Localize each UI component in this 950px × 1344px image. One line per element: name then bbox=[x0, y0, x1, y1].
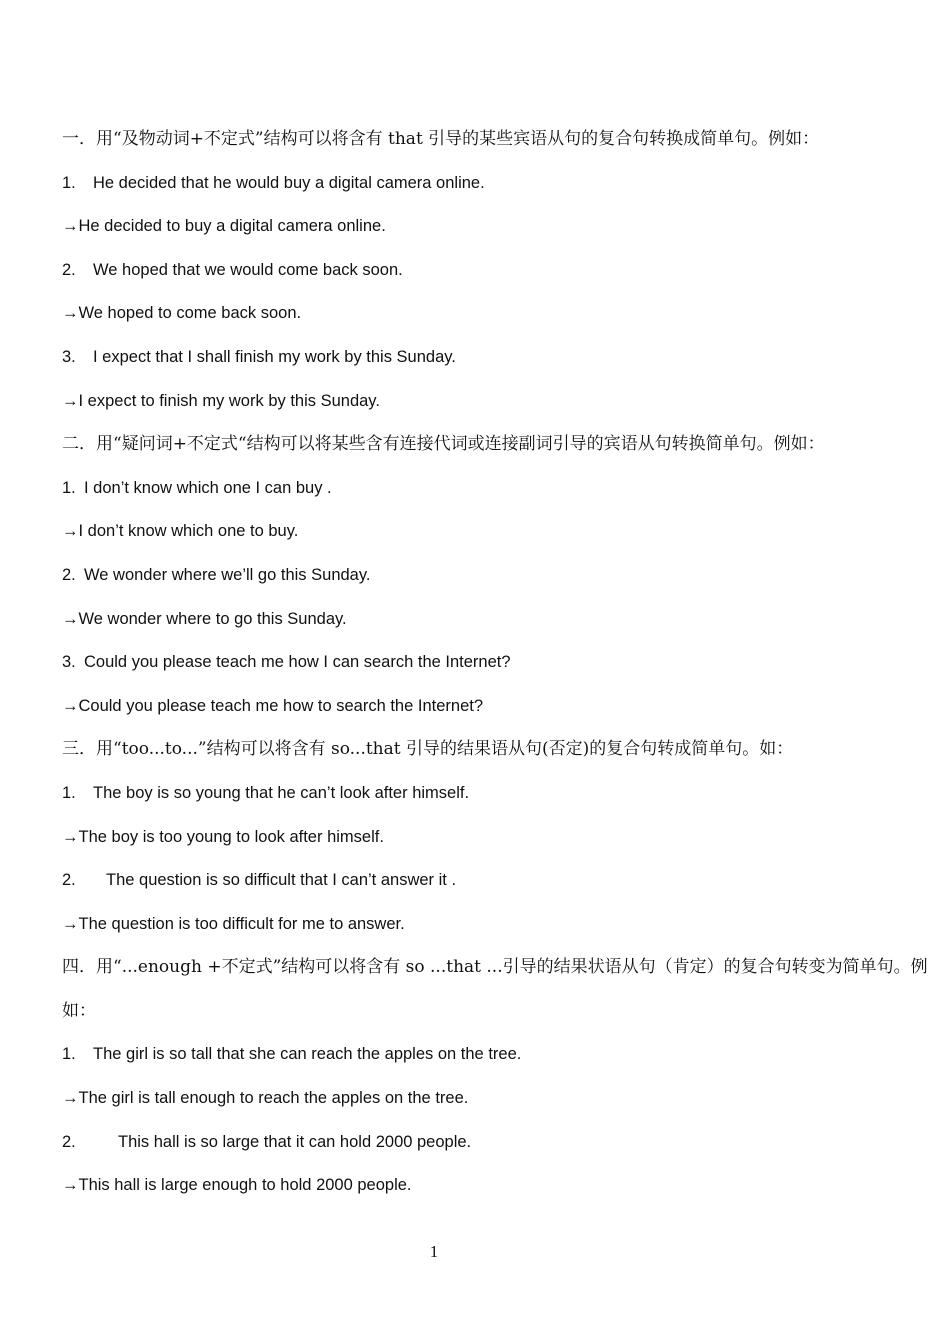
section-4-heading: 四．用“...enough +不定式”结构可以将含有 so ...that ...引导的结果状语从句（肯定）的复合句转变为简单句。例如： bbox=[62, 957, 928, 1021]
section-1-item-3-converted: →I expect to finish my work by this Sunday. bbox=[62, 391, 380, 410]
section-3-item-2-original: 2. The question is so difficult that I can’t answer it . bbox=[62, 871, 457, 890]
section-3-item-1-original: 1. The boy is so young that he can’t look after himself. bbox=[62, 783, 470, 802]
section-4-item-2-converted: →This hall is large enough to hold 2000 people. bbox=[62, 1176, 412, 1195]
section-4-item-2-original: 2. This hall is so large that it can hold 2000 people. bbox=[62, 1132, 472, 1151]
section-2-item-3-original: 3. Could you please teach me how I can search the Internet? bbox=[62, 653, 511, 672]
section-2-item-1-converted: →I don’t know which one to buy. bbox=[62, 522, 299, 541]
section-1-heading: 一．用“及物动词+不定式”结构可以将含有 that 引导的某些宾语从句的复合句转换成简单句。例如： bbox=[62, 129, 820, 149]
section-3-item-1-converted: →The boy is too young to look after himself. bbox=[62, 827, 384, 846]
section-3-heading: 三．用“too...to...”结构可以将含有 so...that 引导的结果语从句(否定)的复合句转成简单句。如： bbox=[62, 739, 794, 760]
section-2-item-3-converted: →Could you please teach me how to search the Internet? bbox=[62, 696, 483, 715]
section-1-item-1-converted: →He decided to buy a digital camera online. bbox=[62, 217, 386, 236]
section-1-item-2-original: 2. We hoped that we would come back soon. bbox=[62, 260, 403, 279]
section-1-item-2-converted: →We hoped to come back soon. bbox=[62, 304, 302, 323]
section-2-heading: 二．用“疑问词+不定式“结构可以将某些含有连接代词或连接副词引导的宾语从句转换简单句。例如： bbox=[62, 434, 825, 455]
document-body bbox=[62, 118, 932, 1208]
section-4-item-1-original: 1. The girl is so tall that she can reach the apples on the tree. bbox=[62, 1045, 522, 1064]
section-3-item-2-converted: →The question is too difficult for me to answer. bbox=[62, 914, 405, 933]
section-4-item-1-converted: →The girl is tall enough to reach the apples on the tree. bbox=[62, 1089, 469, 1108]
section-1-item-1-original: 1. He decided that he would buy a digital camera online. bbox=[62, 173, 485, 192]
section-1-item-3-original: 3. I expect that I shall finish my work by this Sunday. bbox=[62, 347, 456, 366]
section-2-item-2-converted: →We wonder where to go this Sunday. bbox=[62, 609, 347, 628]
page-number: 1 bbox=[429, 1242, 439, 1261]
section-2-item-1-original: 1. I don’t know which one I can buy . bbox=[62, 478, 332, 497]
section-2-item-2-original: 2. We wonder where we’ll go this Sunday. bbox=[62, 565, 371, 584]
